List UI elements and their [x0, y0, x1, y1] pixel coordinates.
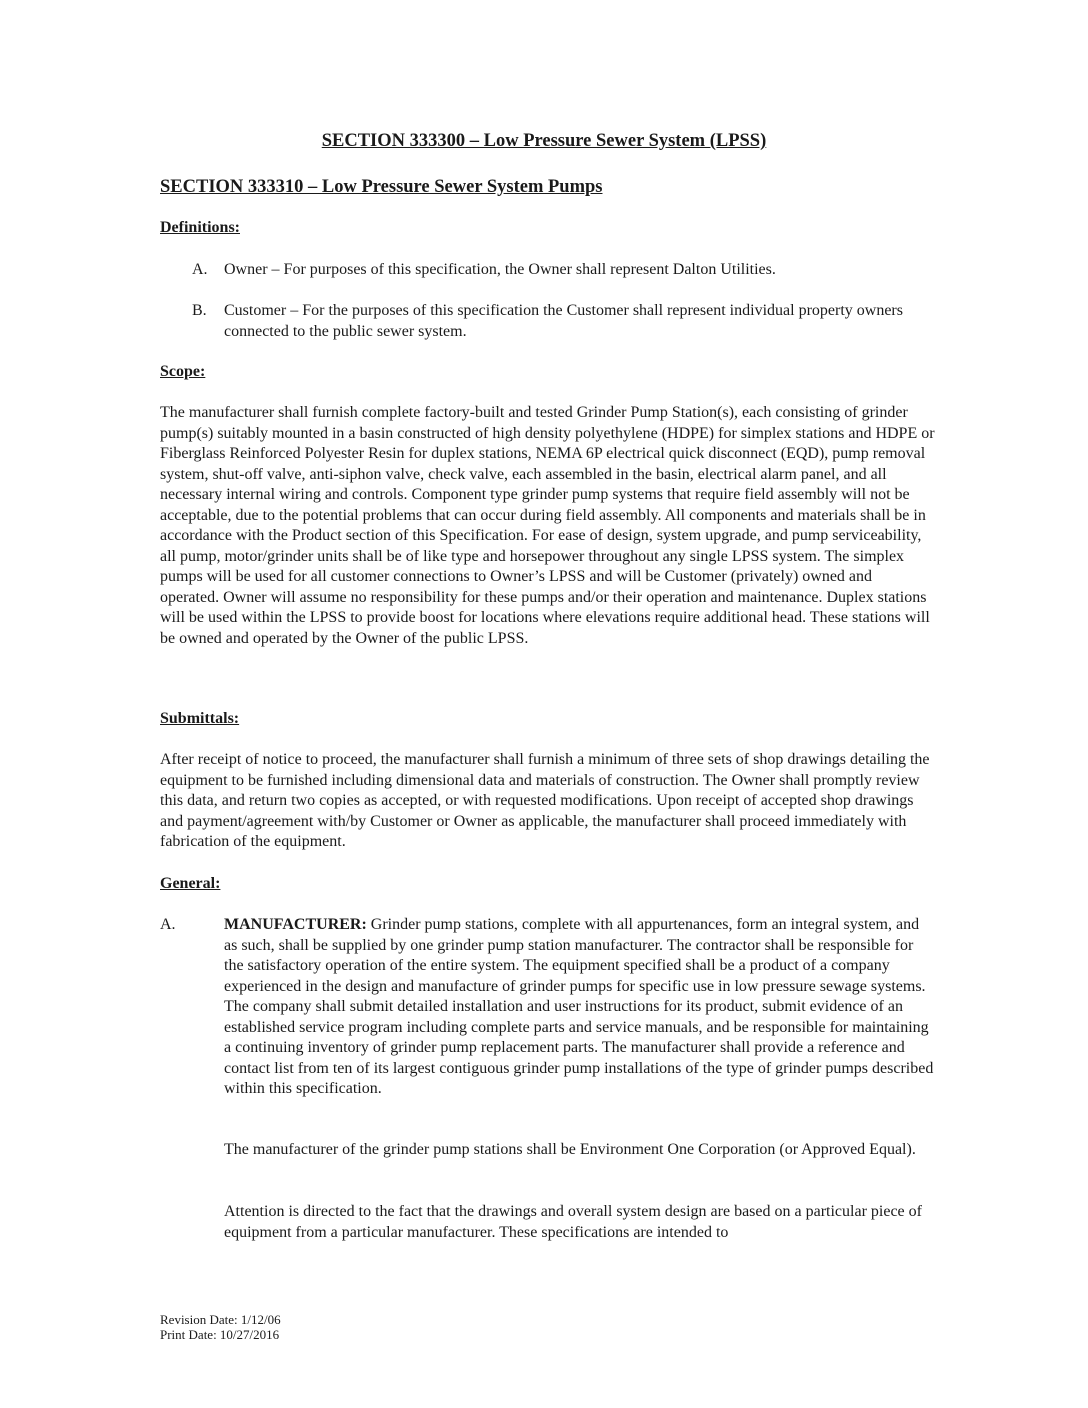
definition-letter: A.	[192, 261, 208, 278]
definition-text: Owner – For purposes of this specification, the Owner shall represent Dalton Utilities.	[224, 261, 776, 278]
document-title: SECTION 333300 – Low Pressure Sewer System (LPSS)	[321, 131, 767, 151]
definition-text: Customer – For the purposes of this specification the Customer shall represent individual property owners connected to the public sewer system.	[224, 302, 903, 340]
print-date: Print Date: 10/27/2016	[160, 1327, 280, 1342]
scope-paragraph: The manufacturer shall furnish complete factory-built and tested Grinder Pump Station(s), each consisting of grinder pump(s) suitably mounted in a basin constructed of high density polyethylene (HDPE) for simplex stations and HDPE or Fiberglass Reinforced Polyester Resin for duplex stations, NEMA 6P electrical quick disconnect (EQD), pump removal system, shut-off valve, anti-siphon valve, check valve, each assembled in the basin, electrical alarm panel, and all necessary internal wiring and controls. Component type grinder pump systems that require field assembly will not be acceptable, due to the potential problems that can occur during field assembly. All components and materials shall be in accordance with the Product section of this Specification. For ease of design, system upgrade, and pump serviceability, all pump, motor/grinder units shall be of like type and horsepower throughout any single LPSS system. The simplex pumps will be used for all customer connections to Owner’s LPSS and will be Customer (privately) owned and operated. Owner will assume no responsibility for these pumps and/or their operation and maintenance. Duplex stations will be used within the LPSS to provide boost for locations where elevations require additional head. These stations will be owned and operated by the Owner of the public LPSS.	[160, 404, 935, 647]
submittals-heading: Submittals:	[160, 710, 240, 727]
revision-date: Revision Date: 1/12/06	[160, 1312, 281, 1327]
definition-letter: B.	[192, 302, 207, 319]
manufacturer-label: MANUFACTURER:	[224, 916, 367, 933]
footer	[160, 1312, 281, 1342]
manufacturer-name-paragraph: The manufacturer of the grinder pump stations shall be Environment One Corporation (or Approved Equal).	[224, 1141, 916, 1158]
attention-paragraph: Attention is directed to the fact that the drawings and overall system design are based on a particular piece of equipment from a particular manufacturer. These specifications are intended to	[224, 1203, 922, 1241]
general-heading: General:	[160, 875, 221, 892]
section-subtitle: SECTION 333310 – Low Pressure Sewer System Pumps	[160, 177, 603, 197]
general-item-text	[224, 915, 935, 1100]
submittals-paragraph: After receipt of notice to proceed, the manufacturer shall furnish a minimum of three sets of shop drawings detailing the equipment to be furnished including dimensional data and materials of construction. The Owner shall promptly review this data, and return two copies as accepted, or with requested modifications. Upon receipt of accepted shop drawings and payment/agreement with/by Customer or Owner as applicable, the manufacturer shall proceed immediately with fabrication of the equipment.	[160, 751, 930, 850]
definitions-heading: Definitions:	[160, 219, 240, 236]
general-item-letter: A.	[160, 916, 176, 933]
scope-heading: Scope:	[160, 363, 206, 380]
manufacturer-text: Grinder pump stations, complete with all appurtenances, form an integral system, and as such, shall be supplied by one grinder pump station manufacturer. The contractor shall be responsible for the satisfactory operation of the entire system. The equipment specified shall be a product of a company experienced in the design and manufacture of grinder pumps for specific use in low pressure sewage systems. The company shall submit detailed installation and user instructions for its product, submit evidence of an established service program including complete parts and service manuals, and be responsible for maintaining a continuing inventory of grinder pump replacement parts. The manufacturer shall provide a reference and contact list from ten of its largest contiguous grinder pump installations of the type of grinder pumps described within this specification.	[224, 916, 934, 1097]
